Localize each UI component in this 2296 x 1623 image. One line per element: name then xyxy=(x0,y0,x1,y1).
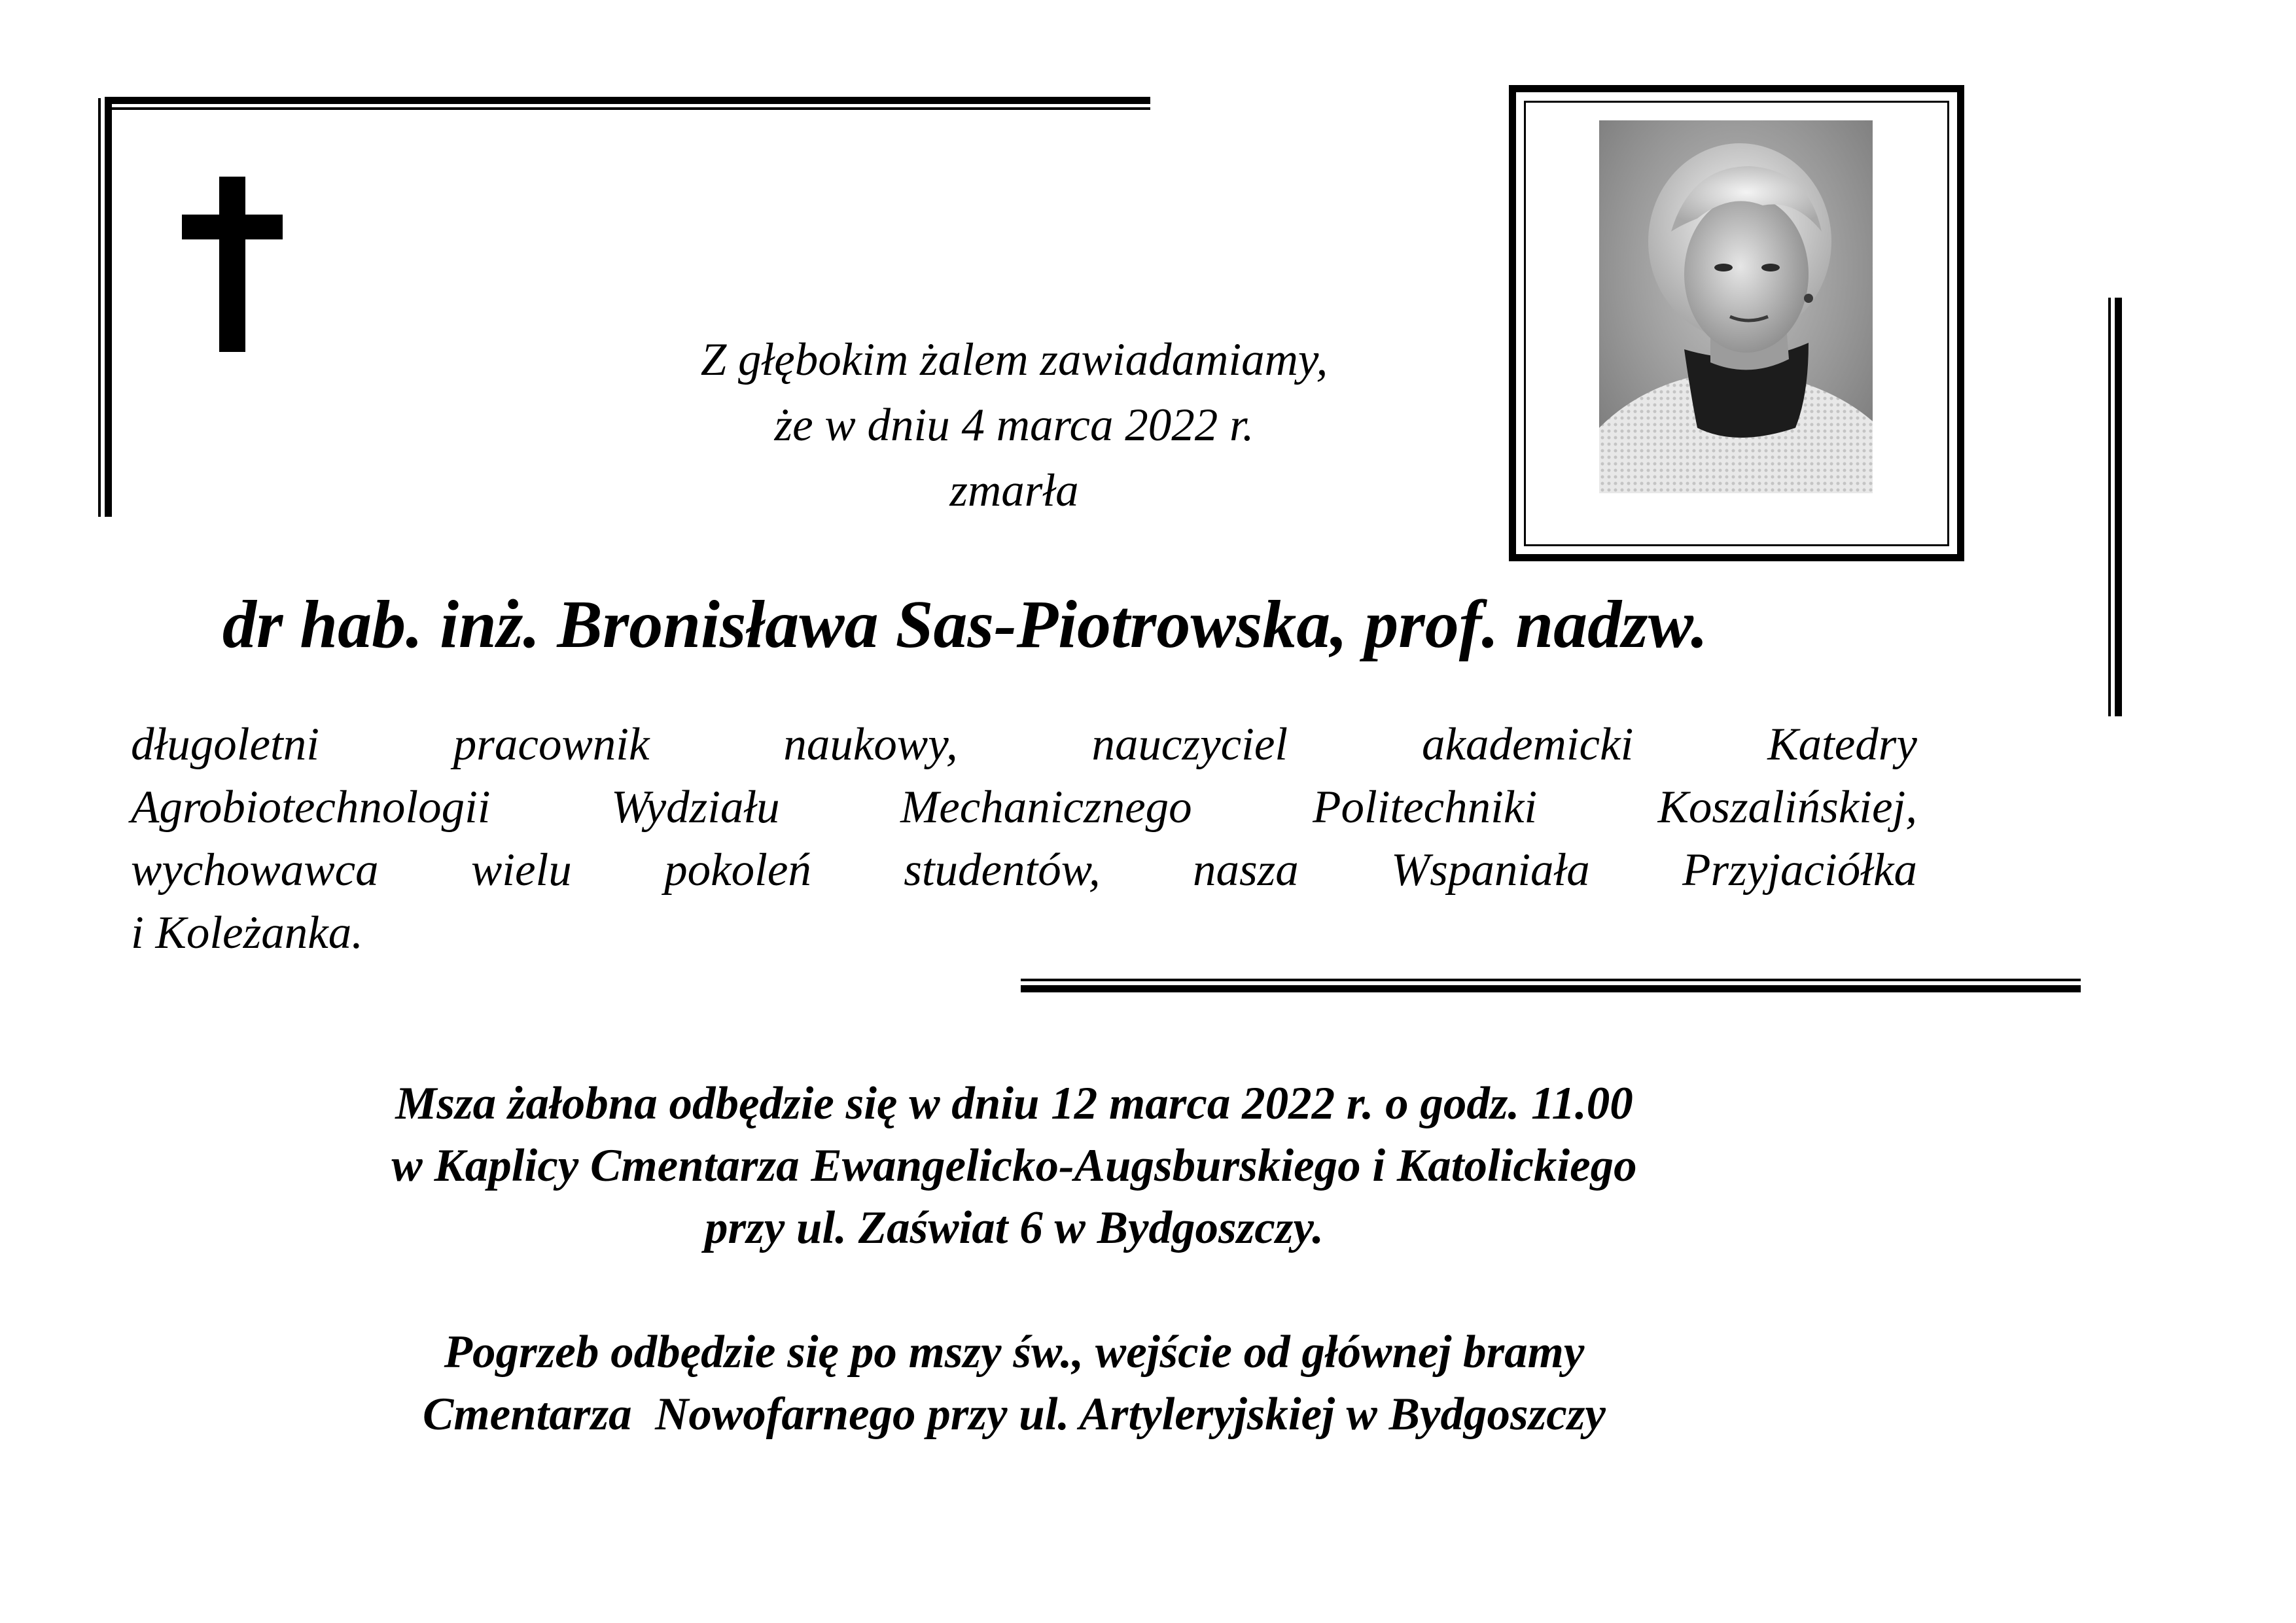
intro-line-3: zmarła xyxy=(949,465,1079,516)
description-line-4: i Koleżanka. xyxy=(131,907,363,958)
word: naukowy, xyxy=(783,719,958,770)
mass-line-3: przy ul. Zaświat 6 w Bydgoszczy. xyxy=(704,1202,1324,1253)
word: wychowawca xyxy=(131,845,379,896)
intro-line-1: Z głębokim żalem zawiadamiamy, xyxy=(700,334,1328,385)
description-line-2 xyxy=(131,776,1917,839)
word: Przyjaciółka xyxy=(1682,845,1917,896)
word: Wspaniała xyxy=(1391,845,1590,896)
word: nasza xyxy=(1192,845,1299,896)
word: akademicki xyxy=(1422,719,1634,770)
description xyxy=(131,713,1917,964)
portrait-photo xyxy=(1599,120,1873,493)
left-border-thin xyxy=(98,98,101,517)
word: studentów, xyxy=(904,845,1101,896)
mass-line-1: Msza żałobna odbędzie się w dniu 12 marca 2022 r. o godz. 11.00 xyxy=(395,1078,1633,1129)
top-left-border-thick xyxy=(105,97,1150,104)
mid-border-thick xyxy=(1021,985,2081,992)
word: pracownik xyxy=(453,719,650,770)
mass-line-2: w Kaplicy Cmentarza Ewangelicko-Augsburskiego i Katolickiego xyxy=(391,1140,1637,1191)
funeral-line-1: Pogrzeb odbędzie się po mszy św., wejście od głównej bramy xyxy=(444,1327,1585,1378)
word: nauczyciel xyxy=(1091,719,1288,770)
mid-border-thin xyxy=(1021,979,2081,981)
word: Koszalińskiej, xyxy=(1657,782,1917,833)
mass-info xyxy=(196,1073,1832,1259)
word: wielu xyxy=(470,845,572,896)
announcement-intro xyxy=(589,327,1439,523)
word: Politechniki xyxy=(1313,782,1538,833)
right-border-thick xyxy=(2115,298,2122,716)
deceased-name: dr hab. inż. Bronisława Sas-Piotrowska, prof. nadzw. xyxy=(222,587,1708,662)
description-line-3 xyxy=(131,839,1917,901)
word: Agrobiotechnologii xyxy=(131,782,491,833)
funeral-line-2: Cmentarza Nowofarnego przy ul. Artyleryjskiej w Bydgoszczy xyxy=(423,1389,1606,1440)
right-border-thin xyxy=(2108,298,2111,716)
word: pokoleń xyxy=(664,845,811,896)
word: Wydziału xyxy=(610,782,780,833)
word: Mechanicznego xyxy=(900,782,1192,833)
intro-line-2: że w dniu 4 marca 2022 r. xyxy=(774,400,1254,451)
funeral-info xyxy=(196,1321,1832,1446)
word: długoletni xyxy=(131,719,319,770)
description-line-1 xyxy=(131,713,1917,776)
top-left-border-thin xyxy=(105,107,1150,110)
left-border-thick xyxy=(105,98,112,517)
word: Katedry xyxy=(1767,719,1917,770)
